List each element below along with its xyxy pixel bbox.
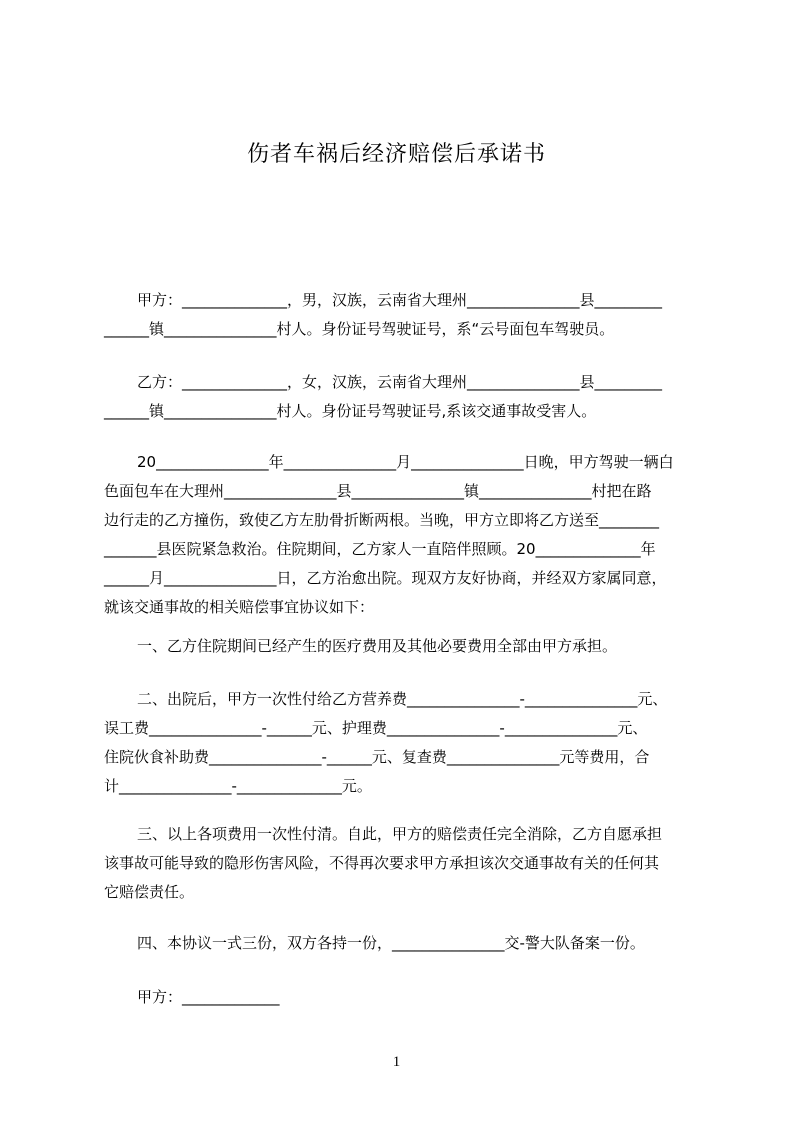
- accident-line-5: ______月_______________日，乙方治愈出院。现双方友好协商，并经双方家属同意，: [104, 569, 667, 587]
- clause-3-line-1: 三、以上各项费用一次性付清。自此，甲方的赔偿责任完全消除，乙方自愿承担: [137, 825, 663, 843]
- clause-4-paragraph: [104, 929, 702, 958]
- accident-paragraph: [104, 448, 702, 622]
- party-a-paragraph: [104, 286, 702, 344]
- party-b-line-2: ______镇_______________村人。身份证号驾驶证号,系该交通事故受害人。: [104, 402, 597, 420]
- clause-2-paragraph: [104, 685, 702, 801]
- clause-3-line-3: 它赔偿责任。: [104, 883, 195, 901]
- clause-1-paragraph: [104, 632, 702, 661]
- clause-4-line-1: 四、本协议一式三份，双方各持一份，_______________交-警大队备案一份。: [137, 934, 645, 952]
- clause-1-line-1: 一、乙方住院期间已经产生的医疗费用及其他必要费用全部由甲方承担。: [137, 637, 618, 655]
- clause-2-line-4: 计_______________-______________元。: [104, 777, 372, 795]
- party-a-signature: 甲方：_____________: [137, 988, 280, 1006]
- clause-2-line-3: 住院伙食补助费_______________-______元、复查费_______________元等费用，合: [104, 748, 650, 766]
- page-number: 1: [392, 1054, 401, 1070]
- signature-block: [104, 983, 702, 1012]
- party-b-line-1: 乙方：______________，女，汉族，云南省大理州_______________县_________: [137, 373, 663, 391]
- accident-line-2: 色面包车在大理州_______________县_______________镇_______________村把在路: [104, 482, 652, 500]
- accident-line-4: _______县医院紧急救治。住院期间，乙方家人一直陪伴照顾。20______________年: [104, 540, 656, 558]
- page-title: 伤者车祸后经济赔偿后承诺书: [246, 142, 546, 167]
- clause-2-line-1: 二、出院后，甲方一次性付给乙方营养费_______________-_______________元、: [137, 690, 668, 708]
- accident-line-1: 20_______________年_______________月_______________日晚，甲方驾驶一辆白: [137, 453, 674, 471]
- clause-3-paragraph: [104, 820, 702, 907]
- party-a-line-2: ______镇_______________村人。身份证号驾驶证号，系“云号面包车驾驶员。: [104, 320, 615, 338]
- party-b-paragraph: [104, 368, 702, 426]
- party-a-line-1: 甲方：______________，男，汉族，云南省大理州_______________县_________: [137, 291, 663, 309]
- clause-3-line-2: 该事故可能导致的隐形伤害风险，不得再次要求甲方承担该次交通事故有关的任何其: [104, 854, 660, 872]
- accident-line-6: 就该交通事故的相关赔偿事宜协议如下：: [104, 598, 375, 616]
- clause-2-line-2: 误工费_______________-______元、护理费_______________-_______________元、: [104, 719, 648, 737]
- accident-line-3: 边行走的乙方撞伤，致使乙方左肋骨折断两根。当晚，甲方立即将乙方送至________: [104, 511, 660, 529]
